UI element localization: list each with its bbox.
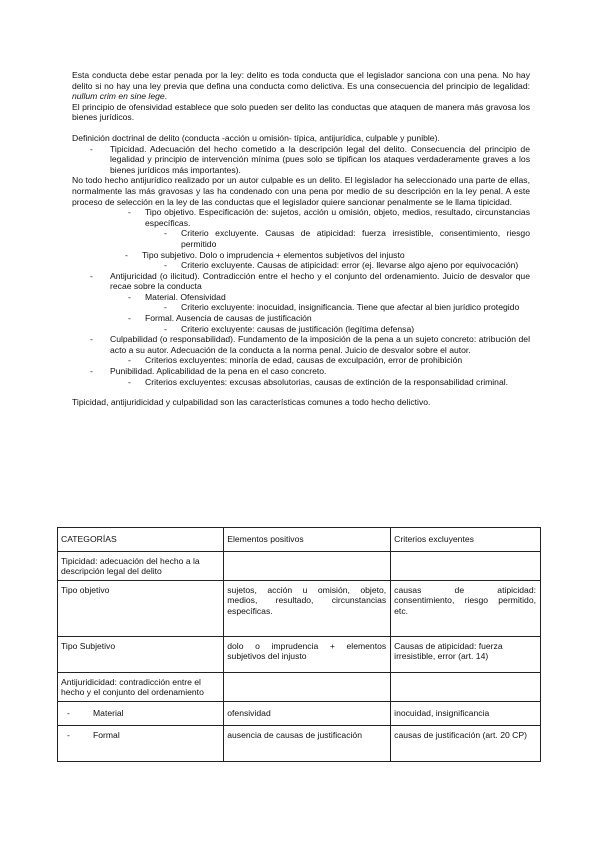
- table-cell: [391, 672, 541, 701]
- table-cell: dolo o imprudencia + elementos subjetivos del injusto: [224, 636, 391, 672]
- list-item-punibilidad: - Punibilidad. Aplicabilidad de la pena en el caso concreto.: [90, 366, 327, 377]
- table-row: [58, 551, 541, 580]
- table-cell: causas de atipicidad: consentimiento, riesgo permitido, etc.: [391, 580, 541, 636]
- table-row: [58, 701, 541, 725]
- table-cell: [224, 672, 391, 701]
- table-cell: inocuidad, insignificancia: [391, 701, 541, 725]
- document-body: [72, 70, 530, 408]
- table-cell: Tipo objetivo: [58, 580, 224, 636]
- list-item-formal-criterio: - Criterio excluyente: causas de justificación (legítima defensa): [164, 323, 415, 334]
- table-cell: - Formal: [58, 725, 224, 761]
- intro-paragraph: Esta conducta debe estar penada por la ley: delito es toda conducta que el legislador sanciona con una pena. No hay delito si no hay una ley previa que defina una conducta como delictiva. Es una consecuencia del principio de legalidad: nullum crim en sine lege.: [72, 70, 530, 102]
- list-item-antijuridicidad: - Antijuricidad (o ilicitud). Contradicción entre el hecho y el conjunto del ordenamiento. Juicio de desvalor que recae sobre la conducta: [90, 270, 530, 292]
- table-cell: Tipo Subjetivo: [58, 636, 224, 672]
- list-item-tipo-objetivo: - Tipo objetivo. Especificación de: sujetos, acción u omisión, objeto, medios, resultado, circunstancias específicas.: [128, 207, 530, 228]
- list-item-tipo-subjetivo-criterio: - Criterio excluyente. Causas de atipicidad: error (ej. llevarse algo ajeno por equivocación): [164, 260, 519, 271]
- definicion-paragraph: Definición doctrinal de delito (conducta -acción u omisión- típica, antijurídica, culpable y punible).: [72, 132, 440, 143]
- table-row: [58, 672, 541, 701]
- table-cell: Causas de atipicidad: fuerza irresistible, error (art. 14): [391, 636, 541, 672]
- table-cell: causas de justificación (art. 20 CP): [391, 725, 541, 761]
- table-cell: Antijuridicidad: contradicción entre el hecho y el conjunto del ordenamiento: [58, 672, 224, 701]
- list-item-material: - Material. Ofensividad: [128, 291, 226, 302]
- table-row: [58, 580, 541, 636]
- table-cell: [391, 551, 541, 580]
- categorias-table: [57, 527, 541, 762]
- list-item-tipo-objetivo-criterio: - Criterio excluyente. Causas de atipicidad: fuerza irresistible, consentimiento, riesgo permitido: [164, 228, 530, 249]
- no-todo-paragraph: No todo hecho antijurídico realizado por un autor culpable es un delito. El legislador ha seleccionado una parte de ellas, normalmente las más gravosas y las ha condenado con una pena por medio de su descripción en la ley penal. A este proceso de selección en la ley de las conductas que el legislador quiere sancionar penalmente se le llama tipicidad.: [72, 175, 530, 207]
- list-item-culpabilidad-criterios: - Criterios excluyentes: minoría de edad, causas de exculpación, error de prohibición: [128, 355, 463, 366]
- table-header-cell: Elementos positivos: [224, 528, 391, 552]
- table-cell: Tipicidad: adecuación del hecho a la descripción legal del delito: [58, 551, 224, 580]
- table-row: [58, 636, 541, 672]
- list-item-formal: - Formal. Ausencia de causas de justificación: [128, 313, 312, 324]
- table-cell: [224, 551, 391, 580]
- list-item-material-criterio: - Criterio excluyente: inocuidad, insignificancia. Tiene que afectar al bien jurídico protegido: [164, 302, 520, 313]
- list-item-punibilidad-criterios: - Criterios excluyentes: excusas absolutorias, causas de extinción de la responsabilidad criminal.: [128, 376, 509, 387]
- table-cell: - Material: [58, 701, 224, 725]
- list-item-tipo-subjetivo: - Tipo subjetivo. Dolo o imprudencia + elementos subjetivos del injusto: [125, 249, 405, 260]
- table-row: [58, 725, 541, 761]
- table-cell: ofensividad: [224, 701, 391, 725]
- table-header-cell: CATEGORÍAS: [58, 528, 224, 552]
- list-item-culpabilidad: - Culpabilidad (o responsabilidad). Fundamento de la imposición de la pena a un sujeto concreto: atribución del acto a su autor. Adecuación de la conducta a la norma penal. Juicio de desvalor sobre el autor.: [90, 334, 530, 355]
- ofensividad-paragraph: El principio de ofensividad establece que solo pueden ser delito las conductas que ataquen de manera más gravosa los bienes jurídicos.: [72, 101, 530, 123]
- table-header-cell: Criterios excluyentes: [391, 528, 541, 552]
- resumen-paragraph: Tipicidad, antijuridicidad y culpabilidad son las características comunes a todo hecho delictivo.: [72, 397, 431, 408]
- table-cell: sujetos, acción u omisión, objeto, medios, resultado, circunstancias específicas.: [224, 580, 391, 636]
- table-header-row: [58, 528, 541, 552]
- table-cell: ausencia de causas de justificación: [224, 725, 391, 761]
- list-item-tipicidad: - Tipicidad. Adecuación del hecho cometido a la descripción legal del delito. Consecuencia del principio de legalidad y principio de intervención mínima (pues solo se tipifican los ataques verdaderamente graves a los bienes jurídicos más importantes).: [90, 143, 530, 175]
- latin-phrase: nullum crim en sine lege: [72, 91, 165, 102]
